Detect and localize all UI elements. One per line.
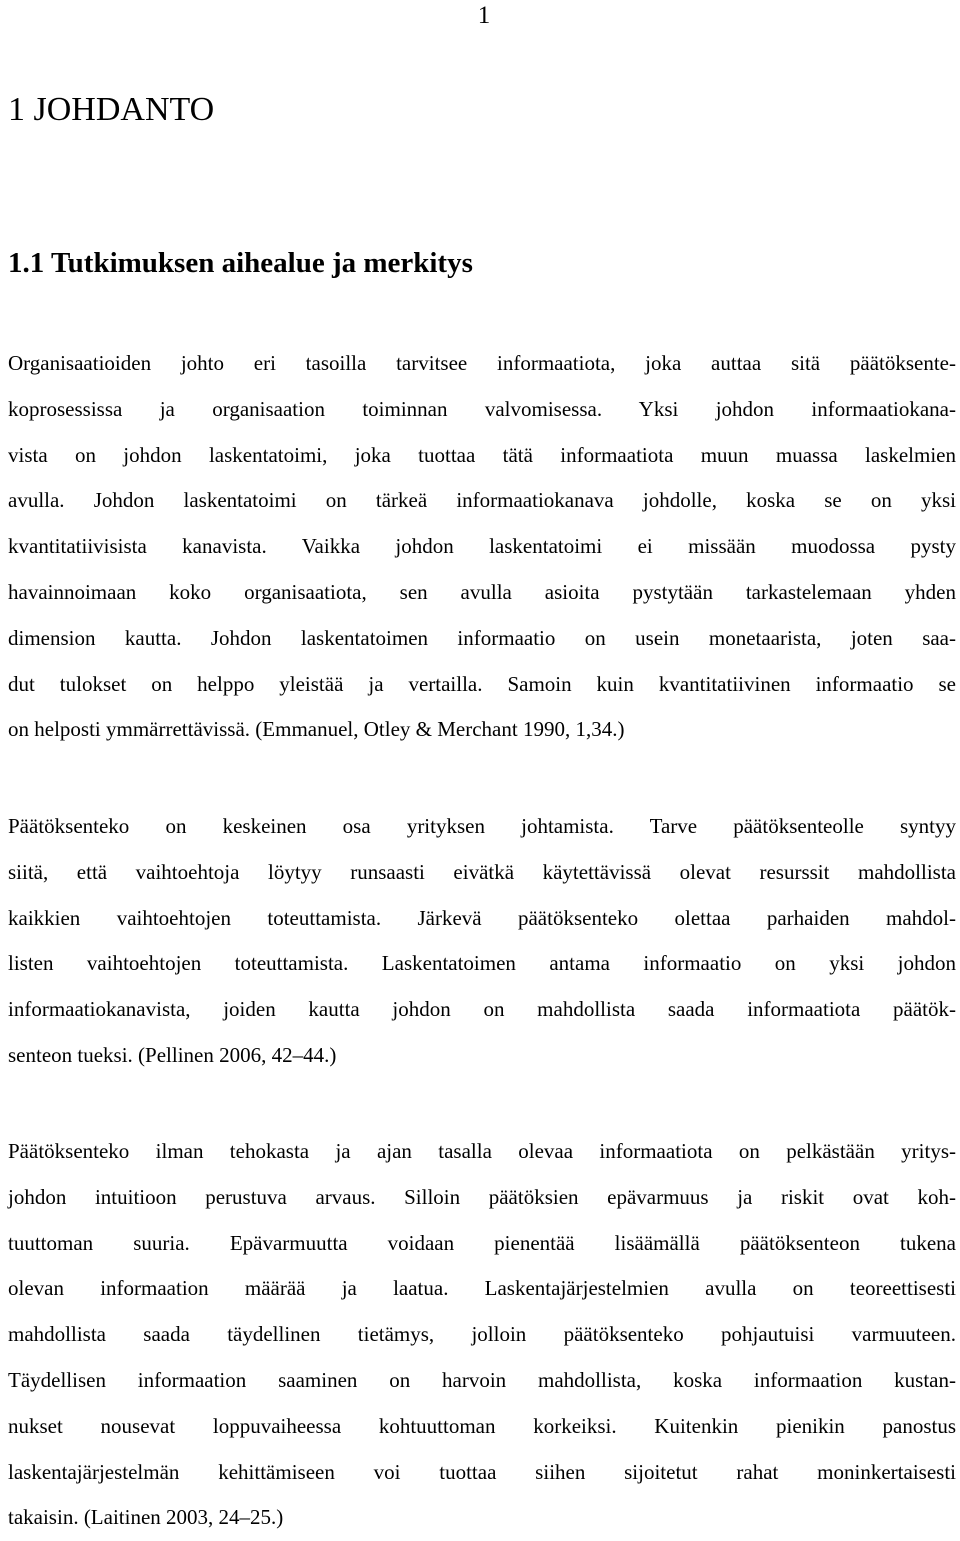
paragraph-3: [8, 1129, 956, 1541]
section-title: 1.1 Tutkimuksen aihealue ja merkitys: [8, 247, 473, 279]
paragraph-1: [8, 341, 956, 753]
text-line: laskentajärjestelmän kehittämiseen voi tuottaa siihen sijoitetut rahat moninkertaisesti: [8, 1459, 956, 1484]
text-line: Täydellisen informaation saaminen on harvoin mahdollista, koska informaation kustan-: [8, 1367, 956, 1392]
page-number: 1: [477, 2, 491, 29]
text-line: Päätöksenteko ilman tehokasta ja ajan tasalla olevaa informaatiota on pelkästään yritys-: [8, 1139, 956, 1163]
text-line: takaisin. (Laitinen 2003, 24–25.): [8, 1505, 284, 1530]
text-line: olevan informaation määrää ja laatua. Laskentajärjestelmien avulla on teoreettisesti: [8, 1276, 956, 1301]
text-line: kaikkien vaihtoehtojen toteuttamista. Järkevä päätöksenteko olettaa parhaiden mahdol-: [8, 905, 956, 930]
text-line: avulla. Johdon laskentatoimi on tärkeä informaatiokanava johdolle, koska se on yksi: [8, 488, 956, 513]
paragraph-2: [8, 804, 956, 1079]
text-line: informaatiokanavista, joiden kautta johdon on mahdollista saada informaatiota päätök-: [8, 997, 956, 1022]
text-line: kvantitatiivisista kanavista. Vaikka johdon laskentatoimi ei missään muodossa pysty: [8, 534, 956, 559]
text-line: Päätöksenteko on keskeinen osa yrityksen johtamista. Tarve päätöksenteolle syntyy: [8, 814, 956, 838]
text-line: listen vaihtoehtojen toteuttamista. Laskentatoimen antama informaatio on yksi johdon: [8, 951, 956, 976]
text-line: siitä, että vaihtoehtoja löytyy runsaasti eivätkä käytettävissä olevat resurssit mahdollista: [8, 859, 956, 884]
text-line: senteon tueksi. (Pellinen 2006, 42–44.): [8, 1042, 337, 1067]
text-line: havainnoimaan koko organisaatiota, sen avulla asioita pystytään tarkastelemaan yhden: [8, 579, 956, 604]
text-line: Organisaatioiden johto eri tasoilla tarvitsee informaatiota, joka auttaa sitä päätöksente-: [8, 351, 956, 375]
text-line: koprosessissa ja organisaation toiminnan valvomisessa. Yksi johdon informaatiokana-: [8, 396, 956, 421]
text-line: nukset nousevat loppuvaiheessa kohtuuttoman korkeiksi. Kuitenkin pienikin panostus: [8, 1413, 956, 1438]
text-line: tuuttoman suuria. Epävarmuutta voidaan pienentää lisäämällä päätöksenteon tukena: [8, 1230, 956, 1255]
text-line: vista on johdon laskentatoimi, joka tuottaa tätä informaatiota muun muassa laskelmien: [8, 442, 956, 467]
text-line: on helposti ymmärrettävissä. (Emmanuel, Otley & Merchant 1990, 1,34.): [8, 717, 625, 742]
text-line: dimension kautta. Johdon laskentatoimen informaatio on usein monetaarista, joten saa-: [8, 625, 956, 650]
text-line: dut tulokset on helppo yleistää ja vertailla. Samoin kuin kvantitatiivinen informaatio se: [8, 671, 956, 696]
text-line: johdon intuitioon perustuva arvaus. Silloin päätöksien epävarmuus ja riskit ovat koh-: [8, 1184, 956, 1209]
text-line: mahdollista saada täydellinen tietämys, jolloin päätöksenteko pohjautuisi varmuuteen.: [8, 1322, 956, 1347]
chapter-title: 1 JOHDANTO: [8, 91, 215, 128]
